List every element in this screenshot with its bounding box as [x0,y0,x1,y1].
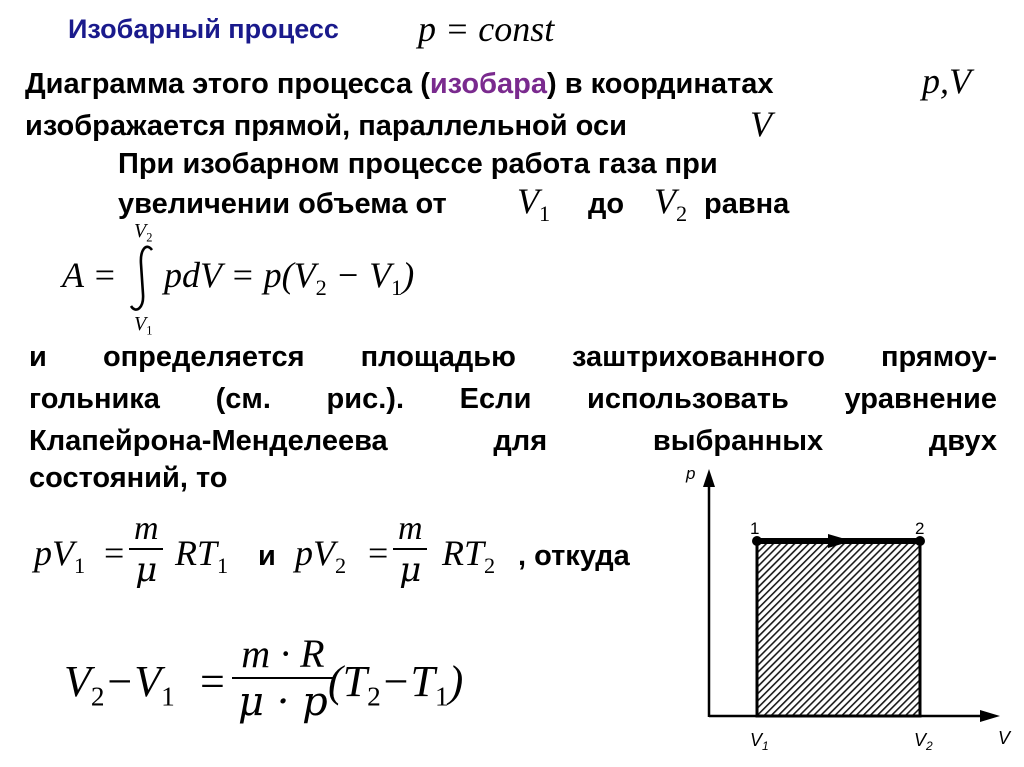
eq3-lhs: $V_2-V_1$ [64,657,175,712]
eq1-equals: = [104,533,125,573]
state-label-1: 1 [750,519,760,538]
eq2-fraction [392,510,429,590]
eq1-rhs: $RT_1$ [175,533,229,578]
intro-text-pre: Диаграмма этого процесса ( [25,68,430,100]
isobar-term: изобара [429,68,547,100]
axis-v-arrow [980,710,1000,722]
eq-connector: и [258,540,276,572]
v2-symbol: $V_2$ [654,181,688,226]
intro-line-2: изображается прямой, параллельной оси [25,110,627,142]
eq2-denominator: μ [393,548,427,590]
work-line-1: При изобарном процессе работа газа при [118,148,718,180]
integral-lower-limit: $V_1$ [134,313,153,338]
work-area-rectangle [757,541,920,716]
eq2-lhs: $pV_2$ [295,533,347,578]
eq3-fraction [232,630,334,725]
eq-suffix: , откуда [518,540,630,572]
intro-text-post: ) в координатах [546,68,774,100]
coords-symbol: p,V [922,61,971,101]
eq3-equals: = [200,657,225,706]
work-line-2-post: равна [704,188,790,220]
page-title: Изобарный процесс [68,14,339,44]
paragraph-line: и определяется площадью заштрихованного прямоу- [29,341,997,373]
integral-sign [126,244,160,312]
tick-label-v2: $V_2$ [914,730,933,753]
eq1-lhs: $pV_1$ [34,533,86,578]
intro-line-1 [25,68,773,101]
tick-label-v1: $V_1$ [750,730,769,753]
isobar-diagram [670,455,1024,767]
axis-v-symbol: V [750,104,772,144]
paragraph-line: Клапейрона-Менделеева для выбранных двух [29,425,997,457]
area-paragraph [29,336,997,462]
eq2-numerator: m [398,510,423,547]
eq1-denominator: μ [129,548,163,590]
integral-body: pdV = $p(V_2 - V_1)$ [164,255,415,300]
axis-v-label: V [998,728,1011,748]
isobaric-condition: p = const [418,9,555,49]
eq3-rhs: $(T_2-T_1)$ [328,657,464,712]
eq3-numerator: m · R [241,631,325,676]
axis-p-arrow [703,469,715,487]
eq2-rhs: $RT_2$ [442,533,496,578]
eq1-numerator: m [134,510,159,547]
axis-p-label: p [686,464,696,483]
integral-upper-limit: $V_2$ [134,220,153,245]
eq1-fraction [128,510,165,590]
paragraph-last-line: состояний, то [29,462,228,494]
work-line-2-pre: увеличении объема от [118,188,447,220]
v1-symbol: $V_1$ [517,181,551,226]
eq3-denominator: μ · p [232,677,334,725]
integral-lhs: A = [62,255,117,295]
state-label-2: 2 [915,519,925,538]
work-line-2-mid: до [588,188,625,220]
eq2-equals: = [368,533,389,573]
paragraph-line: гольника (см. рис.). Если использовать уравнение [29,383,997,415]
